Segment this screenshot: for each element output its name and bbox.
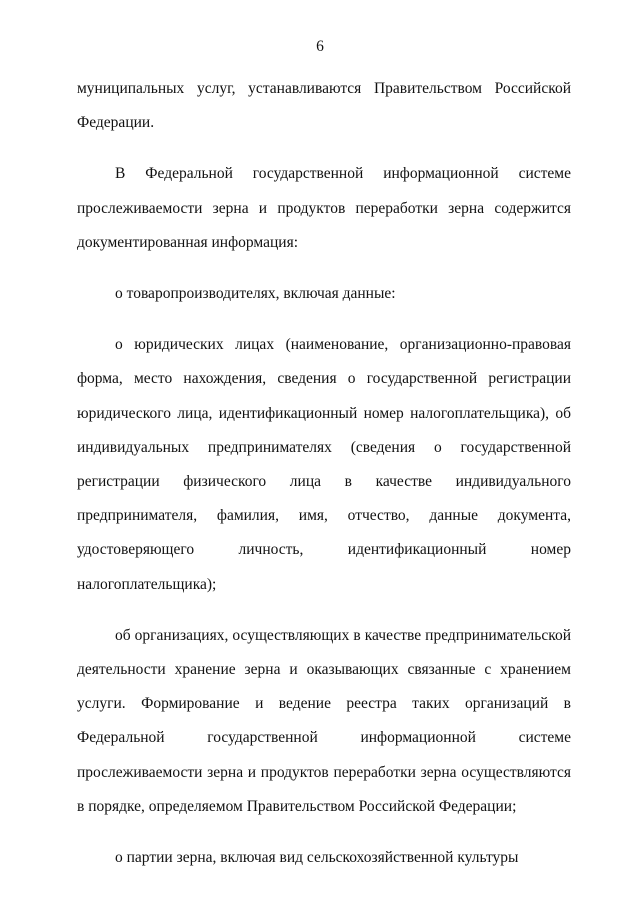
paragraph-system-info: В Федеральной государственной информационной системе прослеживаемости зерна и продуктов переработки зерна содержится документированная информация:	[77, 165, 571, 251]
document-body	[77, 72, 571, 875]
paragraph-producers: о товаропроизводителях, включая данные:	[115, 285, 396, 303]
paragraph-continuation: муниципальных услуг, устанавливаются Правительством Российской Федерации.	[77, 80, 571, 132]
page-number: 6	[316, 38, 324, 55]
paragraph-grain-batch: о партии зерна, включая вид сельскохозяйственной культуры	[115, 849, 519, 867]
paragraph-organizations: об организациях, осуществляющих в качестве предпринимательской деятельности хранение зерна и оказывающих связанные с хранением услуги. Формирование и ведение реестра таких организаций в Федеральной государственной информационной системе прослеживаемости зерна и продуктов переработки зерна осуществляются в порядке, определяемом Правительством Российской Федерации;	[77, 626, 571, 815]
paragraph-legal-entities: о юридических лицах (наименование, организационно-правовая форма, место нахождения, сведения о государственной регистрации юридического лица, идентификационный номер налогоплательщика), об индивидуальных предпринимателях (сведения о государственной регистрации физического лица в качестве индивидуального предпринимателя, фамилия, имя, отчество, данные документа, удостоверяющего личность, идентификационный номер налогоплательщика);	[77, 336, 571, 593]
